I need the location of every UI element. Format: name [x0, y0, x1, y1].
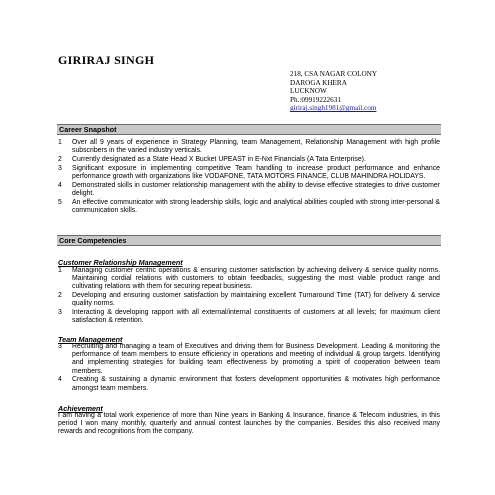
email-link[interactable]: giriraj.singh1981@gmail.com: [290, 104, 377, 113]
list-text: Managing customer centric operations & ensuring customer satisfaction by achieving delivery & service quality norms. Maintaining cordial relations with customers to obtain feedbacks, suggesting the most viable product range and cultivating relations with them for securing repeat business.: [72, 267, 440, 291]
address-line-3: LUCKNOW: [290, 87, 327, 96]
career-snapshot-heading: Career Snapshot: [57, 124, 441, 135]
candidate-name: GIRIRAJ SINGH: [58, 53, 155, 67]
list-number: 2: [58, 156, 62, 163]
list-item: [58, 267, 440, 292]
crm-heading: Customer Relationship Management: [58, 258, 183, 267]
list-text: Creating & sustaining a dynamic environment that fosters development opportunities & motivates high performance amongst team members.: [72, 376, 440, 392]
list-item: [58, 292, 440, 308]
list-number: 2: [58, 292, 62, 300]
list-item: [58, 156, 440, 164]
list-text: Currently designated as a State Head X Bucket UPEAST in E-Nxt Financials (A Tata Enterprise).: [72, 156, 366, 163]
list-number: 4: [58, 181, 62, 189]
list-item: [58, 165, 440, 181]
list-text: Interacting & developing rapport with all external/internal constituents of customers at all levels; for maximum client satisfaction & retention.: [72, 309, 440, 325]
list-item: [58, 376, 440, 392]
address-line-1: 218, CSA NAGAR COLONY: [290, 70, 378, 78]
list-number: 1: [58, 139, 62, 146]
contact-block: [290, 70, 377, 113]
team-management-list: [58, 343, 440, 393]
phone-number: Ph.:09919222631: [290, 95, 341, 104]
list-number: 3: [58, 164, 62, 172]
list-text: An effective communicator with strong leadership skills, logic and analytical abilities coupled with strong inter-personal & communication skills.: [72, 198, 440, 214]
list-text: Developing and ensuring customer satisfaction by maintaining excellent Turnaround Time (TAT) for delivery & service quality norms.: [72, 292, 440, 308]
achievement-text: I am having a total work experience of more than Nine years in Banking & Insurance, finance & Telecom industries, in this period I won many monthly, quarterly and annual contest launches by the companies. Besides this also received many rewards and recognitions from the company.: [58, 412, 440, 436]
career-snapshot-list: [58, 139, 440, 216]
list-text: Demonstrated skills in customer relationship management with the ability to devise effective strategies to drive customer delight.: [72, 181, 440, 197]
list-text: Over all 9 years of experience in Strategy Planning, team Management, Relationship Management with high profile subscribers in the varied industry verticals.: [72, 139, 440, 155]
list-text: Recruiting and managing a team of Executives and driving them for Business Development. Leading & monitoring the performance of team members to ensure efficiency in operations and meeting of individual & group targets. Identifying and implementing strategies for building team effectiveness by promoting a spirit of cooperation between team members.: [72, 343, 440, 375]
list-item: [58, 182, 440, 198]
team-management-heading: Team Management: [58, 335, 123, 344]
list-item: [58, 199, 440, 215]
list-number: 5: [58, 198, 62, 206]
list-text: Significant exposure in implementing competitive Team handling to increase product performance and enhance performance growth with organizations like VODAFONE, TATA MOTORS FINANCE, CLUB MAHINDRA HOLIDAYS.: [72, 164, 440, 180]
list-number: 3: [58, 309, 62, 317]
core-competencies-heading: Core Competencies: [57, 235, 441, 246]
list-number: 3: [58, 343, 62, 350]
achievement-heading: Achievement: [58, 404, 103, 413]
crm-list: [58, 267, 440, 326]
list-item: [58, 139, 440, 155]
list-number: 1: [58, 267, 62, 274]
list-number: 4: [58, 376, 62, 384]
list-item: [58, 343, 440, 376]
list-item: [58, 309, 440, 325]
address-line-2: DAROGA KHERA: [290, 78, 347, 87]
